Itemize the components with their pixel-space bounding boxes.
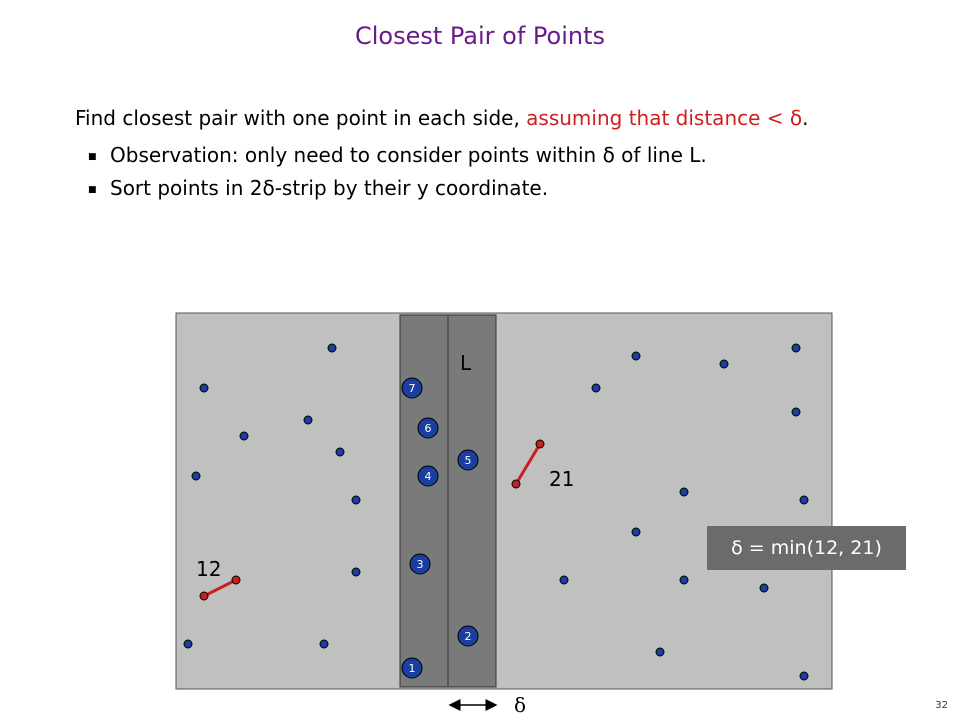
strip-point-3 xyxy=(410,554,430,574)
point xyxy=(560,576,568,584)
strip-point-6 xyxy=(418,418,438,438)
point xyxy=(352,496,360,504)
point xyxy=(632,528,640,536)
strip-point-number: 7 xyxy=(408,382,416,395)
left-pair-label: 12 xyxy=(196,557,222,581)
point xyxy=(352,568,360,576)
right-pair-point xyxy=(512,480,520,488)
point xyxy=(240,432,248,440)
strip-point-7 xyxy=(402,378,422,398)
right-pair-point xyxy=(536,440,544,448)
point xyxy=(320,640,328,648)
point xyxy=(680,488,688,496)
point xyxy=(792,408,800,416)
page-number: 32 xyxy=(935,700,948,711)
point xyxy=(192,472,200,480)
point xyxy=(592,384,600,392)
strip-point-number: 3 xyxy=(416,558,424,571)
strip-point-number: 2 xyxy=(464,630,472,643)
headline-assumption: assuming that distance < δ xyxy=(526,106,803,130)
point xyxy=(800,672,808,680)
strip-point-1 xyxy=(402,658,422,678)
headline-prefix: Find closest pair with one point in each side, xyxy=(75,106,527,130)
strip-point-number: 1 xyxy=(408,662,416,675)
strip-point-number: 5 xyxy=(464,454,472,467)
point xyxy=(656,648,664,656)
strip-point-2 xyxy=(458,626,478,646)
point xyxy=(200,384,208,392)
strip-point-number: 4 xyxy=(424,470,432,483)
line-l-label: L xyxy=(460,351,472,375)
point xyxy=(792,344,800,352)
left-pair-point xyxy=(200,592,208,600)
point xyxy=(760,584,768,592)
point xyxy=(184,640,192,648)
point-region xyxy=(176,313,832,689)
right-pair-label: 21 xyxy=(549,467,575,491)
strip-point-4 xyxy=(418,466,438,486)
point xyxy=(328,344,336,352)
delta-definition-box: δ = min(12, 21) xyxy=(707,526,906,570)
slide-title: Closest Pair of Points xyxy=(354,22,606,50)
headline-suffix: . xyxy=(802,106,809,130)
strip-left-half xyxy=(400,315,448,687)
point xyxy=(336,448,344,456)
bullet-marker: ■ xyxy=(88,151,97,162)
bullet-text: Sort points in 2δ-strip by their y coordinate. xyxy=(110,176,549,200)
bullet-text: Observation: only need to consider points within δ of line L. xyxy=(110,143,707,167)
left-pair-point xyxy=(232,576,240,584)
point xyxy=(800,496,808,504)
point xyxy=(680,576,688,584)
point xyxy=(304,416,312,424)
point xyxy=(720,360,728,368)
strip-point-5 xyxy=(458,450,478,470)
bullet-marker: ■ xyxy=(88,184,97,195)
point xyxy=(632,352,640,360)
delta-width-label: δ xyxy=(514,693,527,717)
strip-point-number: 6 xyxy=(424,422,432,435)
